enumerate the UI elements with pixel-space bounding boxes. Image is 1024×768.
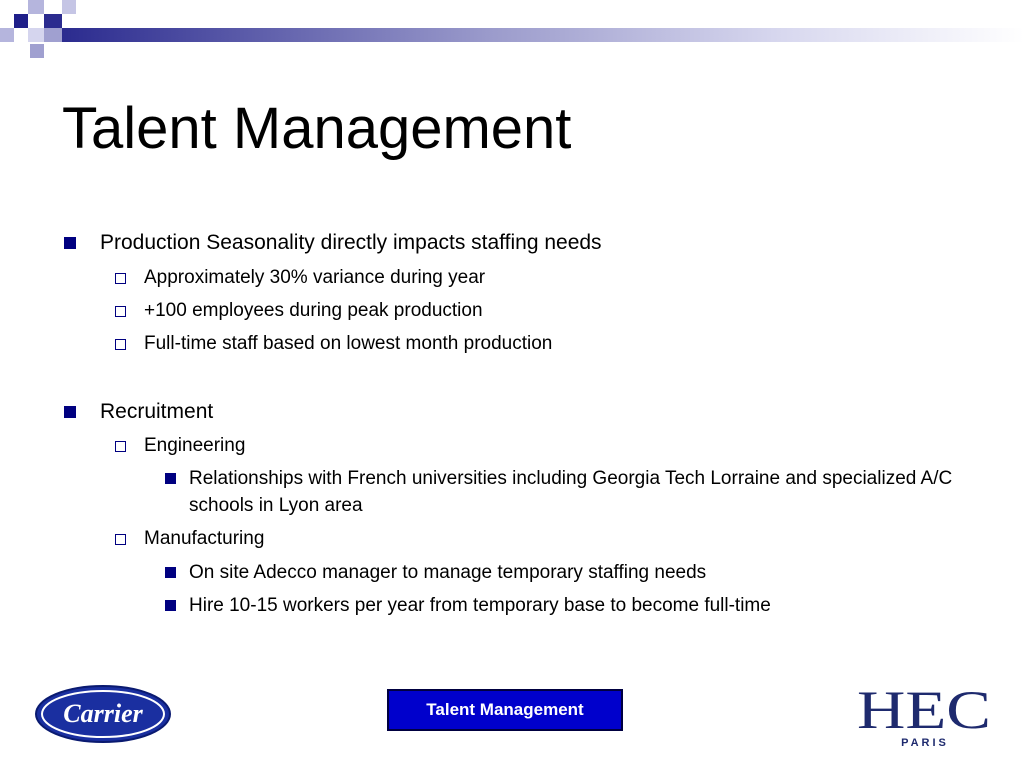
carrier-logo (34, 684, 172, 744)
hollow-square-bullet-icon (115, 534, 126, 545)
hollow-square-bullet-icon (115, 339, 126, 350)
sub-sub-bullet-text: Relationships with French universities including Georgia Tech Lorraine and specialized A/C schools in Lyon area (189, 468, 953, 516)
square-bullet-icon (165, 567, 176, 578)
footer-title-box: Talent Management (387, 689, 623, 731)
sub-bullet-manufacturing (115, 527, 264, 551)
svg-text:HEC: HEC (857, 684, 991, 740)
bullet-recruitment (64, 399, 213, 425)
hollow-square-bullet-icon (115, 273, 126, 284)
svg-text:Carrier: Carrier (63, 699, 143, 728)
square-bullet-icon (165, 600, 176, 611)
sub-sub-bullet-text: On site Adecco manager to manage temporary staffing needs (189, 562, 707, 583)
sub-bullet (115, 299, 483, 323)
svg-text:PARIS: PARIS (901, 737, 949, 749)
slide-title: Talent Management (62, 96, 572, 161)
sub-bullet-text: Engineering (144, 435, 246, 456)
bullet-text: Production Seasonality directly impacts staffing needs (100, 231, 602, 254)
sub-bullet-engineering (115, 434, 245, 458)
sub-sub-bullet (165, 592, 771, 619)
sub-bullet-text: Approximately 30% variance during year (144, 267, 486, 288)
corner-pattern-decoration (0, 0, 1024, 64)
sub-bullet-text: Full-time staff based on lowest month production (144, 333, 553, 354)
sub-sub-bullet (165, 559, 706, 586)
sub-sub-bullet-text: Hire 10-15 workers per year from temporary base to become full-time (189, 595, 771, 616)
sub-bullet (115, 332, 552, 356)
sub-bullet-text: Manufacturing (144, 528, 265, 549)
sub-sub-bullet (165, 465, 969, 519)
hec-logo (855, 684, 995, 750)
sub-bullet-text: +100 employees during peak production (144, 300, 483, 321)
square-bullet-icon (64, 406, 76, 418)
bullet-text: Recruitment (100, 400, 214, 423)
square-bullet-icon (64, 237, 76, 249)
hollow-square-bullet-icon (115, 306, 126, 317)
sub-bullet (115, 266, 485, 290)
hollow-square-bullet-icon (115, 441, 126, 452)
bullet-production (64, 230, 602, 256)
square-bullet-icon (165, 473, 176, 484)
